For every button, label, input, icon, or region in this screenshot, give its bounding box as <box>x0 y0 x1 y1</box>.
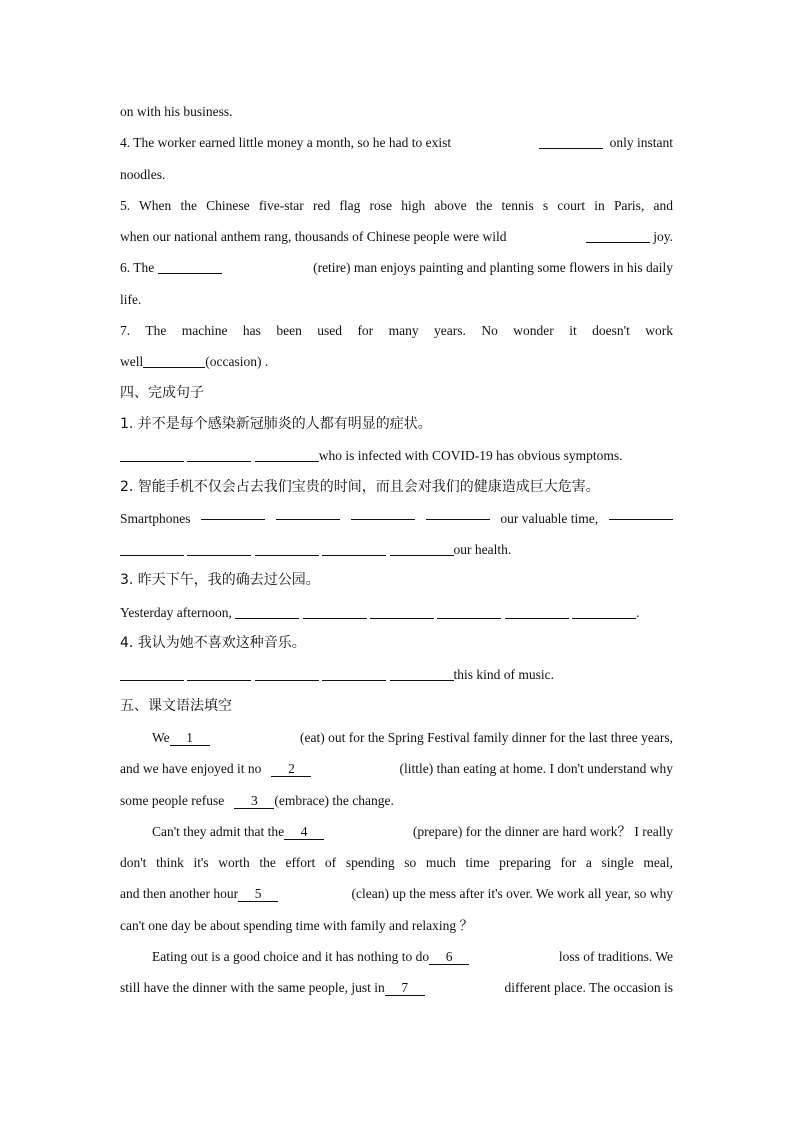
answer-blank[interactable] <box>322 539 386 556</box>
blank-number-3[interactable]: 3 <box>234 794 274 809</box>
passage-line-1: We 1 (eat) out for the Spring Festival family dinner for the last three years, <box>152 729 673 745</box>
sentence-3-english: Yesterday afternoon, . <box>120 597 673 628</box>
passage-line-5: don't think it's worth the effort of spending so much time preparing for a single meal, <box>120 855 673 871</box>
answer-blank[interactable] <box>201 503 265 520</box>
answer-blank[interactable] <box>390 539 454 556</box>
answer-blank[interactable] <box>255 445 319 462</box>
blank-number-1[interactable]: 1 <box>170 731 210 746</box>
answer-blank[interactable] <box>370 602 434 619</box>
passage-line-8: Eating out is a good choice and it has nothing to do 6 loss of traditions. We <box>152 949 673 965</box>
answer-blank[interactable] <box>322 664 386 681</box>
answer-blank[interactable] <box>120 664 184 681</box>
answer-blank[interactable] <box>187 445 251 462</box>
answer-blank[interactable] <box>303 602 367 619</box>
sentence-4-chinese: 4. 我认为她不喜欢这种音乐。 <box>120 635 306 652</box>
answer-blank[interactable] <box>158 257 222 274</box>
blank-number-6[interactable]: 6 <box>429 950 469 965</box>
passage-line-9: still have the dinner with the same people, just in 7 different place. The occasion is <box>120 980 673 996</box>
answer-blank[interactable] <box>187 539 251 556</box>
question-7-line-1: 7. The machine has been used for many years. No wonder it doesn't work <box>120 323 673 339</box>
section-5-heading: 五、课文语法填空 <box>120 697 232 714</box>
blank-number-2[interactable]: 2 <box>271 762 311 777</box>
answer-blank[interactable] <box>235 602 299 619</box>
passage-line-4: Can't they admit that the 4 (prepare) for the dinner are hard work？ I really <box>152 823 673 839</box>
passage-line-3: some people refuse 3 (embrace) the change. <box>120 792 394 808</box>
blank-number-4[interactable]: 4 <box>284 825 324 840</box>
blank-number-5[interactable]: 5 <box>238 887 278 902</box>
sentence-4-english: this kind of music. <box>120 659 673 690</box>
answer-blank[interactable] <box>351 503 415 520</box>
passage-line-2: and we have enjoyed it no 2 (little) than eating at home. I don't understand why <box>120 761 673 777</box>
sentence-2-english-line-1: Smartphones our valuable time, <box>120 503 673 534</box>
q3-continued-line: on with his business. <box>120 104 233 119</box>
answer-blank[interactable] <box>120 445 184 462</box>
question-4-line-1: 4. The worker earned little money a month, so he had to exist only instant <box>120 127 673 158</box>
answer-blank[interactable] <box>609 503 673 520</box>
passage-line-7: can't one day be about spending time with family and relaxing ？ <box>120 917 473 933</box>
question-4-line-2: noodles. <box>120 166 166 182</box>
question-7-line-2: well (occasion) . <box>120 346 673 377</box>
answer-blank[interactable] <box>437 602 501 619</box>
answer-blank[interactable] <box>539 132 603 149</box>
section-4-heading: 四、完成句子 <box>120 384 204 401</box>
answer-blank[interactable] <box>143 351 205 368</box>
question-5-line-2: when our national anthem rang, thousands of Chinese people were wild joy. <box>120 221 673 252</box>
answer-blank[interactable] <box>572 602 636 619</box>
question-5-line-1: 5. When the Chinese five-star red flag rose high above the tennis s court in Paris, and <box>120 197 673 213</box>
answer-blank[interactable] <box>505 602 569 619</box>
answer-blank[interactable] <box>187 664 251 681</box>
question-6-line-1: 6. The (retire) man enjoys painting and planting some flowers in his daily <box>120 252 673 283</box>
blank-number-7[interactable]: 7 <box>385 981 425 996</box>
sentence-2-chinese: 2. 智能手机不仅会占去我们宝贵的时间，而且会对我们的健康造成巨大危害。 <box>120 478 600 495</box>
answer-blank[interactable] <box>390 664 454 681</box>
answer-blank[interactable] <box>586 226 650 243</box>
worksheet-page <box>120 96 673 1004</box>
answer-blank[interactable] <box>120 539 184 556</box>
sentence-1-chinese: 1. 并不是每个感染新冠肺炎的人都有明显的症状。 <box>120 415 432 432</box>
answer-blank[interactable] <box>255 664 319 681</box>
sentence-1-english: who is infected with COVID-19 has obvious symptoms. <box>120 440 673 471</box>
answer-blank[interactable] <box>255 539 319 556</box>
sentence-2-english-line-2: our health. <box>120 534 673 565</box>
question-6-line-2: life. <box>120 291 142 307</box>
sentence-3-chinese: 3. 昨天下午，我的确去过公园。 <box>120 572 320 589</box>
answer-blank[interactable] <box>276 503 340 520</box>
passage-line-6: and then another hour 5 (clean) up the mess after it's over. We work all year, so why <box>120 886 673 902</box>
answer-blank[interactable] <box>426 503 490 520</box>
